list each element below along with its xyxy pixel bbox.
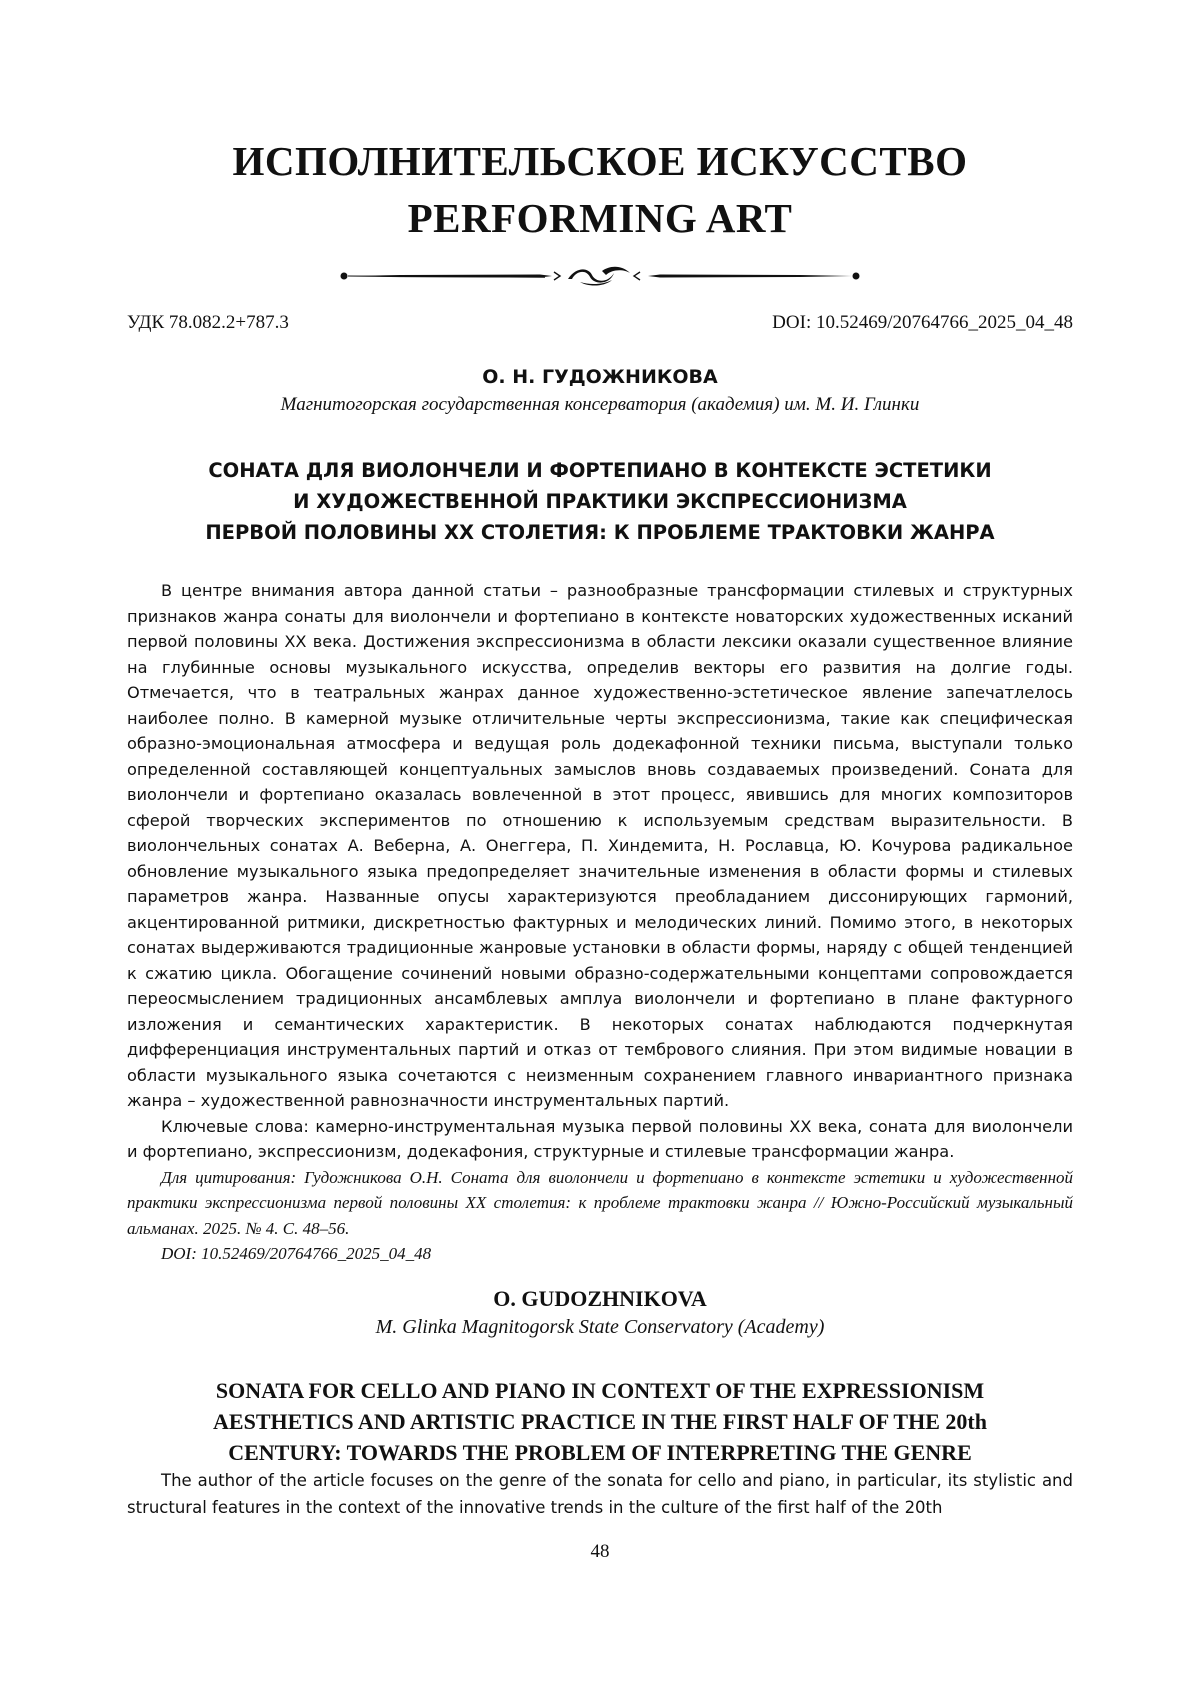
title-ru-line: ПЕРВОЙ ПОЛОВИНЫ XX СТОЛЕТИЯ: К ПРОБЛЕМЕ ТРАКТОВКИ ЖАНРА (205, 521, 995, 544)
citation-doi: DOI: 10.52469/20764766_2025_04_48 (161, 1244, 432, 1263)
section-title-en: PERFORMING ART (407, 195, 793, 241)
page-number: 48 (590, 1541, 610, 1562)
affiliation-ru: Магнитогорская государственная консерватория (академия) им. М. И. Глинки (280, 394, 920, 415)
affiliation-en: M. Glinka Magnitogorsk State Conservatory (Academy) (375, 1316, 825, 1338)
section-title (0, 133, 1200, 247)
abstract-ru (127, 578, 1073, 1267)
article-title-en (100, 1375, 1100, 1468)
abstract-ru-text: В центре внимания автора данной статьи – разнообразные трансформации стилевых и структурных признаков жанра сонаты для виолончели и фортепиано в контексте новаторских художественных исканий первой половины XX века. Достижения экспрессионизма в области лексики оказали существенное влияние на глубинные основы музыкального искусства, определив векторы его развития на долгие годы. Отмечается, что в театральных жанрах данное художественно-эстетическое явление запечатлелось наиболее полно. В камерной музыке отличительные черты экспрессионизма, такие как специфическая образно-эмоциональная атмосфера и ведущая роль додекафонной техники письма, выступали только определенной составляющей концептуальных замыслов вновь создаваемых произведений. Соната для виолончели и фортепиано оказалась вовлеченной в этот процесс, явившись для многих композиторов сферой творческих экспериментов по отношению к используемым средствам выразительности. В виолончельных сонатах А. Веберна, А. Онеггера, П. Хиндемита, Н. Рославца, Ю. Кочурова радикальное обновление музыкального языка предопределяет значительные изменения в области формы и стилевых параметров жанра. Названные опусы характеризуются преобладанием диссонирующих гармоний, акцентированной ритмики, дискретностью фактурных и мелодических линий. Помимо этого, в некоторых сонатах выдерживаются традиционные жанровые установки в области формы, наряду с общей тенденцией к сжатию цикла. Обогащение сочинений новыми образно-содержательными концептами сопровождается переосмыслением традиционных ансамблевых амплуа виолончели и фортепиано в плане фактурного изложения и семантических характеристик. В некоторых сонатах наблюдаются подчеркнутая дифференциация инструментальных партий и отказ от тембрового слияния. При этом видимые новации в области музыкального языка сочетаются с неизменным сохранением главного инвариантного признака жанра – художественной равнозначности инструментальных партий. (127, 581, 1073, 1110)
section-title-ru: ИСПОЛНИТЕЛЬСКОЕ ИСКУССТВО (232, 138, 968, 184)
doi-header: DOI: 10.52469/20764766_2025_04_48 (772, 312, 1073, 333)
title-en-line: CENTURY: TOWARDS THE PROBLEM OF INTERPRETING THE GENRE (228, 1440, 972, 1465)
title-ru-line: И ХУДОЖЕСТВЕННОЙ ПРАКТИКИ ЭКСПРЕССИОНИЗМА (293, 490, 907, 513)
citation-ru: Для цитирования: Гудожникова О.Н. Соната для виолончели и фортепиано в контексте эстетики и художественной практики экспрессионизма первой половины XX столетия: к проблеме трактовки жанра // Южно-Российский музыкальный альманах. 2025. № 4. С. 48–56. (127, 1167, 1073, 1238)
author-ru: О. Н. ГУДОЖНИКОВА (482, 366, 718, 388)
abstract-en-text: The author of the article focuses on the genre of the sonata for cello and piano, in particular, its stylistic and structural features in the context of the innovative trends in the culture of the first half of the 20th (127, 1471, 1073, 1517)
title-ru-line: СОНАТА ДЛЯ ВИОЛОНЧЕЛИ И ФОРТЕПИАНО В КОНТЕКСТЕ ЭСТЕТИКИ (208, 459, 992, 482)
ornament-divider-icon (340, 263, 860, 289)
title-en-line: AESTHETICS AND ARTISTIC PRACTICE IN THE FIRST HALF OF THE 20th (213, 1409, 987, 1434)
article-title-ru (100, 455, 1100, 548)
keywords-ru: Ключевые слова: камерно-инструментальная музыка первой половины XX века, соната для виолончели и фортепиано, экспрессионизм, додекафония, структурные и стилевые трансформации жанра. (127, 1116, 1073, 1161)
title-en-line: SONATA FOR CELLO AND PIANO IN CONTEXT OF THE EXPRESSIONISM (215, 1378, 985, 1403)
author-en: O. GUDOZHNIKOVA (493, 1286, 707, 1311)
abstract-en (127, 1467, 1073, 1521)
udk-code: УДК 78.082.2+787.3 (127, 312, 289, 333)
